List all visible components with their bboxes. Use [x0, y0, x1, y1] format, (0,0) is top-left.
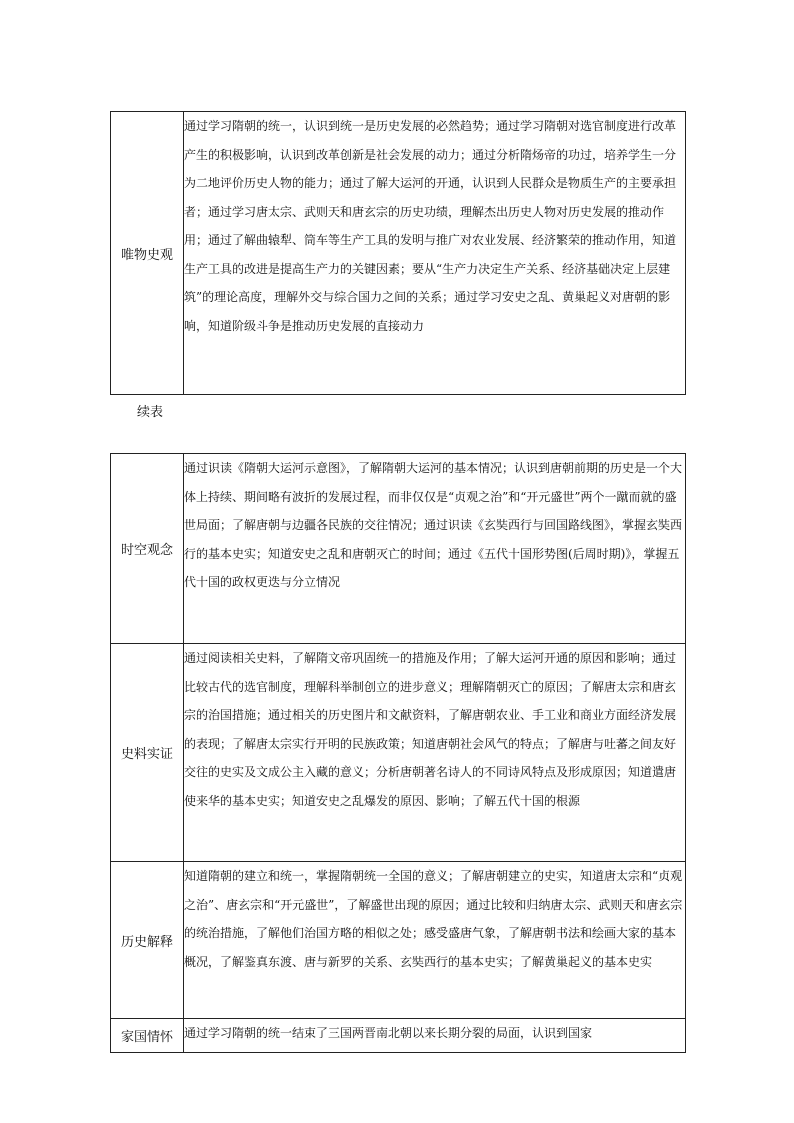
table-row [111, 1019, 686, 1053]
row-content-interpretation [184, 862, 686, 1019]
table-row [111, 112, 686, 395]
table-row [111, 862, 686, 1019]
table-row [111, 454, 686, 644]
row-text: 通过学习隋朝的统一结束了三国两晋南北朝以来长期分裂的局面，认识到国家 [184, 1026, 593, 1040]
row-text: 通过识读《隋朝大运河示意图》，了解隋朝大运河的基本情况；认识到唐朝前期的历史是一个大体上持续、期间略有波折的发展过程，而非仅仅是“贞观之治”和“开元盛世”两个一蹴而就的盛世局面；了解唐朝与边疆各民族的交往情况；通过识读《玄奘西行与回国路线图》，掌握玄奘西行的基本史实；知道安史之乱和唐朝灭亡的时间；通过《五代十国形势图(后周时期)》，掌握五代十国的政权更迭与分立情况 [184, 461, 683, 589]
core-literacy-table-part1 [110, 111, 686, 395]
row-label-evidence: 史料实证 [111, 644, 184, 862]
core-literacy-table-part2 [110, 453, 686, 1053]
row-text: 通过学习隋朝的统一，认识到统一是历史发展的必然趋势；通过学习隋朝对选官制度进行改革产生的积极影响，认识到改革创新是社会发展的动力；通过分析隋炀帝的功过，培养学生一分为二地评价历史人物的能力；通过了解大运河的开通，认识到人民群众是物质生产的主要承担者；通过学习唐太宗、武则天和唐玄宗的历史功绩，理解杰出历史人物对历史发展的推动作用；通过了解曲辕犁、筒车等生产工具的发明与推广对农业发展、经济繁荣的推动作用，知道生产工具的改进是提高生产力的关键因素；要从“生产力决定生产关系、经济基础决定上层建筑”的理论高度，理解外交与综合国力之间的关系；通过学习安史之乱、黄巢起义对唐朝的影响，知道阶级斗争是推动历史发展的直接动力 [184, 119, 677, 333]
row-text: 通过阅读相关史料，了解隋文帝巩固统一的措施及作用；了解大运河开通的原因和影响；通过比较古代的选官制度，理解科举制创立的进步意义；理解隋朝灭亡的原因；了解唐太宗和唐玄宗的治国措施；通过相关的历史图片和文献资料，了解唐朝农业、手工业和商业方面经济发展的表现；了解唐太宗实行开明的民族政策；知道唐朝社会风气的特点；了解唐与吐蕃之间友好交往的史实及文成公主入藏的意义；分析唐朝著名诗人的不同诗风特点及形成原因；知道遣唐使来华的基本史实；知道安史之乱爆发的原因、影响；了解五代十国的根源 [184, 651, 677, 808]
row-label-patriotism: 家国情怀 [111, 1019, 184, 1053]
row-label-historical-materialism: 唯物史观 [111, 112, 184, 395]
table-continued-caption: 续表 [137, 405, 164, 420]
table-row [111, 644, 686, 862]
row-content-spatiotemporal [184, 454, 686, 644]
row-content-evidence [184, 644, 686, 862]
row-label-interpretation: 历史解释 [111, 862, 184, 1019]
row-content-historical-materialism [184, 112, 686, 395]
row-text: 知道隋朝的建立和统一，掌握隋朝统一全国的意义；了解唐朝建立的史实，知道唐太宗和“贞观之治”、唐玄宗和“开元盛世”，了解盛世出现的原因；通过比较和归纳唐太宗、武则天和唐玄宗的统治措施，了解他们治国方略的相似之处；感受盛唐气象，了解唐朝书法和绘画大家的基本概况，了解鉴真东渡、唐与新罗的关系、玄奘西行的基本史实；了解黄巢起义的基本史实 [184, 869, 683, 969]
row-label-spatiotemporal: 时空观念 [111, 454, 184, 644]
row-content-patriotism [184, 1019, 686, 1053]
